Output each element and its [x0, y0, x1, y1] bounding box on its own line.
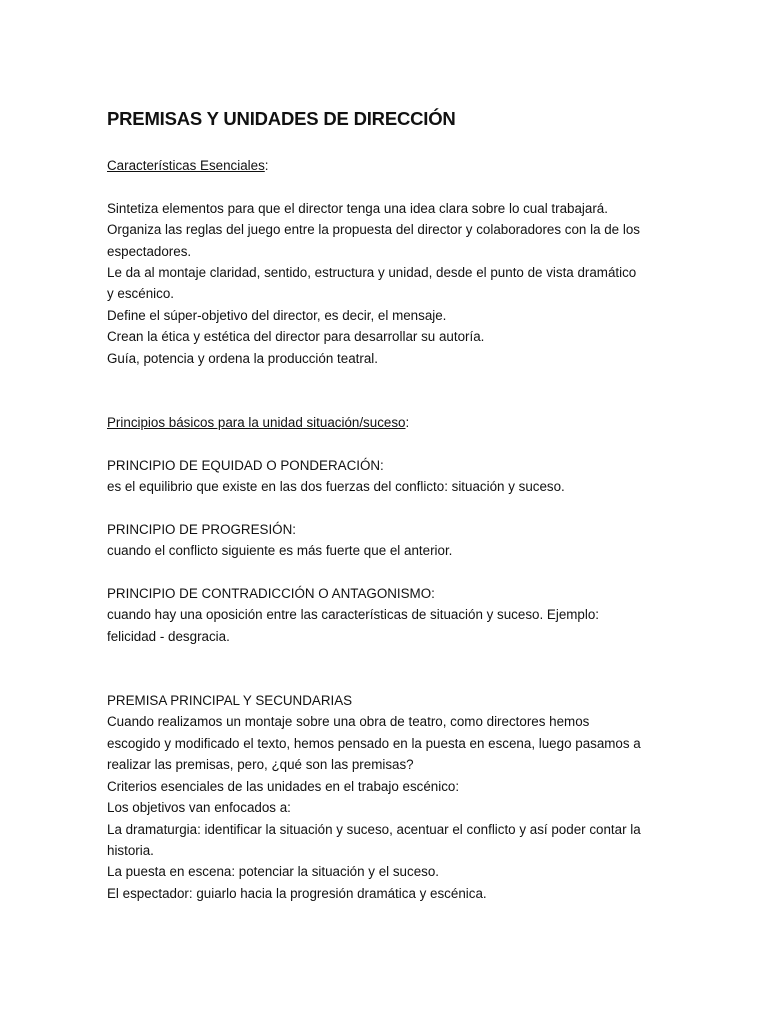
paragraph-line: Sintetiza elementos para que el director tenga una idea clara sobre lo cual trabajará. — [107, 200, 608, 216]
section-heading-text: Características Esenciales — [107, 158, 265, 173]
document-body — [107, 106, 667, 904]
paragraph-line: La dramaturgia: identificar la situación y suceso, acentuar el conflicto y así poder contar la — [107, 821, 641, 837]
paragraph-line: Define el súper-objetivo del director, es decir, el mensaje. — [107, 307, 447, 323]
principle-heading: PRINCIPIO DE PROGRESIÓN: — [107, 521, 296, 537]
paragraph-line: realizar las premisas, pero, ¿qué son las premisas? — [107, 757, 414, 773]
principle-heading: PRINCIPIO DE EQUIDAD O PONDERACIÓN: — [107, 457, 384, 473]
paragraph-line: es el equilibrio que existe en las dos fuerzas del conflicto: situación y suceso. — [107, 479, 565, 495]
document-title: PREMISAS Y UNIDADES DE DIRECCIÓN — [107, 108, 456, 129]
paragraph-line: cuando hay una oposición entre las características de situación y suceso. Ejemplo: — [107, 607, 600, 623]
paragraph-line: felicidad - desgracia. — [107, 628, 230, 644]
section-heading-colon: : — [264, 158, 269, 173]
paragraph-line: escogido y modificado el texto, hemos pensado en la puesta en escena, luego pasamos a — [107, 735, 641, 751]
paragraph-line: Crean la ética y estética del director para desarrollar su autoría. — [107, 329, 485, 345]
principle-heading: PRINCIPIO DE CONTRADICCIÓN O ANTAGONISMO: — [107, 586, 435, 602]
paragraph-line: Guía, potencia y ordena la producción teatral. — [107, 350, 378, 366]
paragraph-line: El espectador: guiarlo hacia la progresión dramática y escénica. — [107, 885, 487, 901]
section-heading-text: Principios básicos para la unidad situación/suceso — [107, 414, 406, 430]
paragraph-line: Cuando realizamos un montaje sobre una obra de teatro, como directores hemos — [107, 714, 590, 730]
paragraph-line: y escénico. — [107, 286, 174, 302]
section-heading-premisa: PREMISA PRINCIPAL Y SECUNDARIAS — [107, 693, 353, 709]
section-heading-colon: : — [405, 414, 410, 430]
paragraph-line: Criterios esenciales de las unidades en el trabajo escénico: — [107, 778, 460, 794]
paragraph-line: Los objetivos van enfocados a: — [107, 800, 291, 816]
paragraph-line: Organiza las reglas del juego entre la propuesta del director y colaboradores con la de los — [107, 222, 640, 238]
paragraph-line: Le da al montaje claridad, sentido, estructura y unidad, desde el punto de vista dramático — [107, 265, 637, 281]
paragraph-line: cuando el conflicto siguiente es más fuerte que el anterior. — [107, 543, 453, 559]
paragraph-line: espectadores. — [107, 243, 192, 259]
paragraph-line: historia. — [107, 842, 154, 858]
section-heading-principios — [107, 412, 667, 433]
section-heading-caracteristicas — [107, 155, 667, 176]
paragraph-line: La puesta en escena: potenciar la situación y el suceso. — [107, 864, 440, 880]
